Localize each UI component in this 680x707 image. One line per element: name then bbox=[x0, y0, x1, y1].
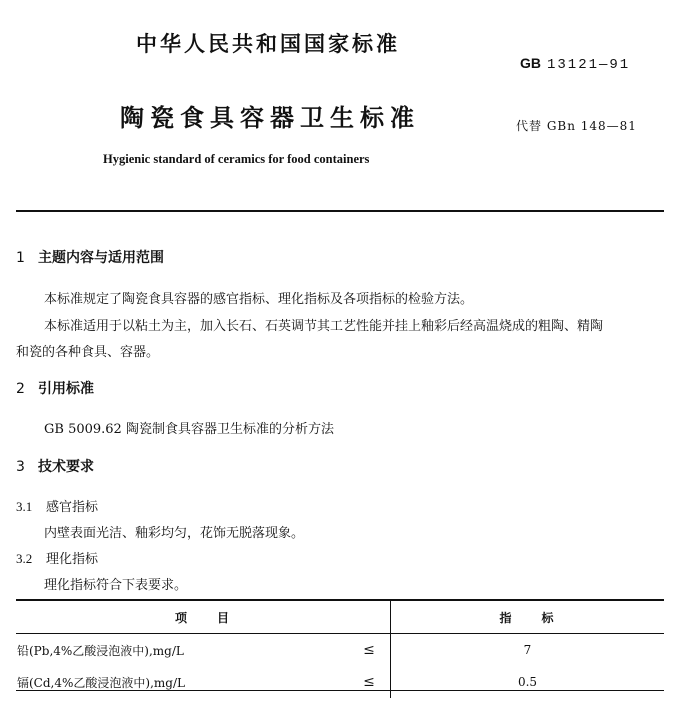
section-1-heading bbox=[16, 247, 164, 267]
section-3-title: 技术要求 bbox=[38, 459, 94, 475]
section-2-number: 2 bbox=[16, 381, 25, 397]
table-header-item: 项 目 bbox=[16, 600, 391, 634]
normative-reference: GB 5009.62 陶瓷制食具容器卫生标准的分析方法 bbox=[44, 422, 334, 437]
section-3-1-text: 内壁表面光洁、釉彩均匀，花饰无脱落现象。 bbox=[44, 526, 305, 541]
section-1-paragraph-2-line-2: 和瓷的各种食具、容器。 bbox=[16, 345, 160, 360]
table-row bbox=[16, 634, 664, 667]
standard-number bbox=[520, 55, 630, 73]
section-3-1-number: 3.1 bbox=[16, 499, 33, 514]
hygiene-index-table bbox=[16, 599, 664, 698]
section-3-2-text: 理化指标符合下表要求。 bbox=[44, 578, 188, 593]
section-3-number: 3 bbox=[16, 459, 25, 475]
standard-number-value: 13121—91 bbox=[547, 57, 631, 73]
section-3-1-title: 感官指标 bbox=[46, 500, 99, 515]
table-cell-value: 7 bbox=[391, 634, 665, 667]
section-3-2-title: 理化指标 bbox=[46, 552, 99, 567]
table-cell-symbol: ≤ bbox=[363, 642, 375, 658]
section-1-number: 1 bbox=[16, 250, 25, 266]
table-header-row bbox=[16, 600, 664, 634]
section-3-heading bbox=[16, 456, 94, 476]
table-cell-symbol: ≤ bbox=[363, 674, 375, 690]
header-rule bbox=[16, 210, 664, 212]
section-3-2-number: 3.2 bbox=[16, 551, 33, 566]
replaces-standard: 代替 GBn 148—81 bbox=[516, 119, 637, 133]
document-title-en: Hygienic standard of ceramics for food containers bbox=[103, 152, 370, 166]
table-row bbox=[16, 666, 664, 698]
table-cell-item: 铅(Pb,4%乙酸浸泡液中),mg/L bbox=[17, 643, 184, 658]
section-3-1-heading bbox=[16, 496, 98, 515]
national-standard-heading: 中华人民共和国国家标准 bbox=[136, 32, 400, 56]
document-title-cn: 陶瓷食具容器卫生标准 bbox=[120, 104, 420, 132]
table-cell-item: 镉(Cd,4%乙酸浸泡液中),mg/L bbox=[17, 675, 185, 690]
section-1-paragraph-1: 本标准规定了陶瓷食具容器的感官指标、理化指标及各项指标的检验方法。 bbox=[44, 292, 474, 307]
section-1-paragraph-2-line-1: 本标准适用于以粘土为主，加入长石、石英调节其工艺性能并挂上釉彩后经高温烧成的粗陶、精陶 bbox=[44, 319, 604, 334]
section-2-heading bbox=[16, 378, 94, 398]
table-header-value: 指 标 bbox=[391, 600, 665, 634]
table-bottom-rule bbox=[16, 690, 664, 691]
section-2-title: 引用标准 bbox=[38, 381, 94, 397]
standard-prefix: GB bbox=[520, 55, 541, 71]
section-3-2-heading bbox=[16, 548, 98, 567]
table-cell-value: 0.5 bbox=[391, 666, 665, 698]
section-1-title: 主题内容与适用范围 bbox=[38, 250, 164, 266]
